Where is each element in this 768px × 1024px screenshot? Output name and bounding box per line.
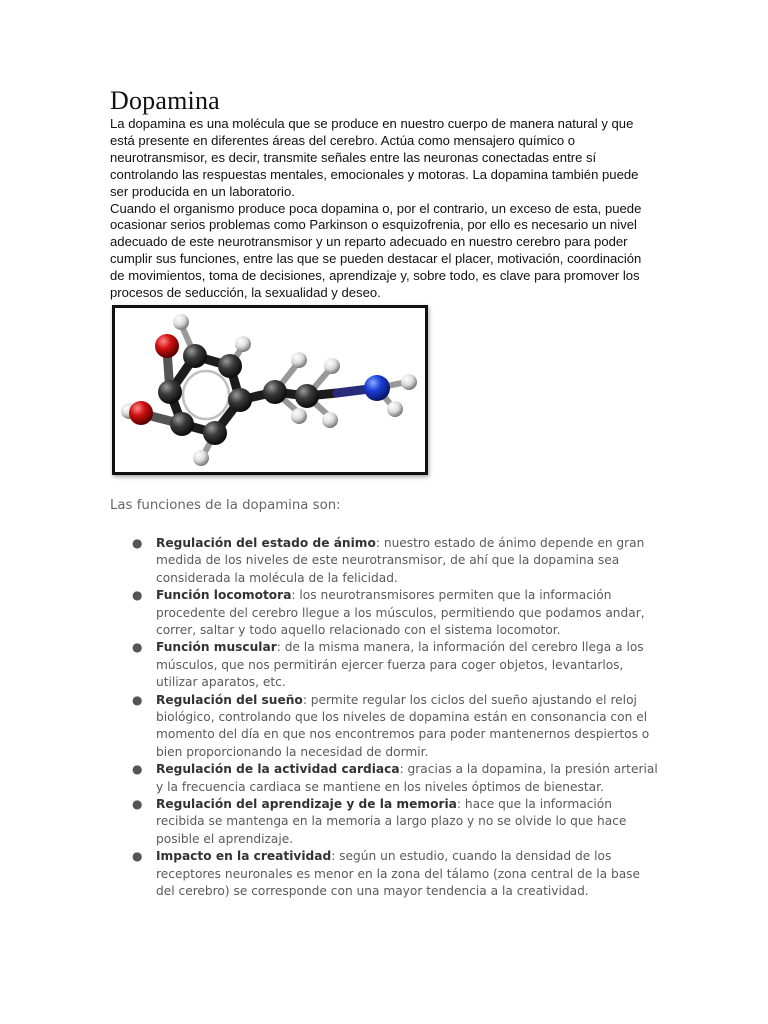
function-text: : de la misma manera, la información del cerebro llega a los músculos, que nos permitirán ejercer fuerza para coger objetos, levantarlos, utilizar aparatos, etc. — [156, 640, 644, 690]
function-text: : nuestro estado de ánimo depende en gran medida de los niveles de este neurotransmisor, de ahí que la dopamina sea considerada la molécula de la felicidad. — [156, 535, 645, 585]
molecule-atoms — [121, 314, 417, 466]
function-term: Impacto en la creatividad — [156, 849, 332, 864]
list-item — [110, 692, 658, 762]
second-paragraph: Cuando el organismo produce poca dopamina o, por el contrario, un exceso de esta, puede ocasionar serios problemas como Parkinson o esquizofrenia, por ello es necesario un nivel adecuado de este neurotransmisor y un reparto adecuado en nuestro cerebro para poder cumplir sus funciones, entre las que se pueden destacar el placer, motivación, coordinación de movimientos, toma de decisiones, aprendizaje y, sobre todo, es clave para promover los procesos de seducción, la sexualidad y deseo. — [110, 200, 642, 301]
bullet-icon: ● — [132, 535, 143, 550]
list-item — [110, 848, 658, 900]
bullet-icon: ● — [132, 762, 143, 777]
aromatic-ring — [183, 371, 229, 419]
list-item — [110, 761, 658, 796]
function-term: Regulación del aprendizaje y de la memoria — [156, 797, 457, 812]
list-item — [110, 535, 658, 587]
dopamine-molecule-image — [112, 305, 428, 475]
bullet-icon: ● — [132, 640, 143, 655]
document-page — [110, 86, 658, 901]
function-text: : gracias a la dopamina, la presión arterial y la frecuencia cardiaca se mantiene en los niveles óptimos de bienestar. — [156, 762, 658, 794]
list-item — [110, 587, 658, 639]
intro-paragraph: La dopamina es una molécula que se produce en nuestro cuerpo de manera natural y que está presente en diferentes áreas del cerebro. Actúa como mensajero químico o neurotransmisor, es decir, transmite señales entre las neuronas conectadas entre sí controlando las respuestas mentales, emocionales y motoras. La dopamina también puede ser producida en un laboratorio. — [110, 116, 639, 199]
functions-list — [110, 535, 658, 901]
function-term: Función locomotora — [156, 588, 292, 603]
function-term: Regulación del estado de ánimo — [156, 535, 376, 550]
bullet-icon: ● — [132, 849, 143, 864]
function-term: Regulación del sueño — [156, 692, 303, 707]
functions-subtitle: Las funciones de la dopamina son: — [110, 497, 341, 513]
function-text: : los neurotransmisores permiten que la información procedente del cerebro llegue a los músculos, permitiendo que podamos andar, correr, saltar y todo aquello relacionado con el sistema locomotor. — [156, 588, 645, 637]
dopamine-molecule-illustration — [115, 308, 425, 472]
function-text: : hace que la información recibida se mantenga en la memoria a largo plazo y no se olvide lo que hace posible el aprendizaje. — [156, 797, 627, 846]
list-item — [110, 639, 658, 691]
function-text: : permite regular los ciclos del sueño ajustando el reloj biológico, controlando que los niveles de dopamina están en consonancia con el momento del día en que nos encontremos para poder mantenernos despiertos o bien proporcionando la necesidad de dormir. — [156, 692, 650, 759]
function-term: Regulación de la actividad cardiaca — [156, 762, 400, 777]
bullet-icon: ● — [132, 692, 143, 707]
list-item — [110, 796, 658, 848]
document-title: Dopamina — [110, 86, 220, 115]
function-term: Función muscular — [156, 640, 277, 655]
bullet-icon: ● — [132, 588, 143, 603]
function-text: : según un estudio, cuando la densidad de los receptores neuronales es menor en la zona del tálamo (zona central de la base del cerebro) se corresponde con una mayor tendencia a la creatividad. — [156, 849, 641, 899]
bullet-icon: ● — [132, 797, 143, 812]
